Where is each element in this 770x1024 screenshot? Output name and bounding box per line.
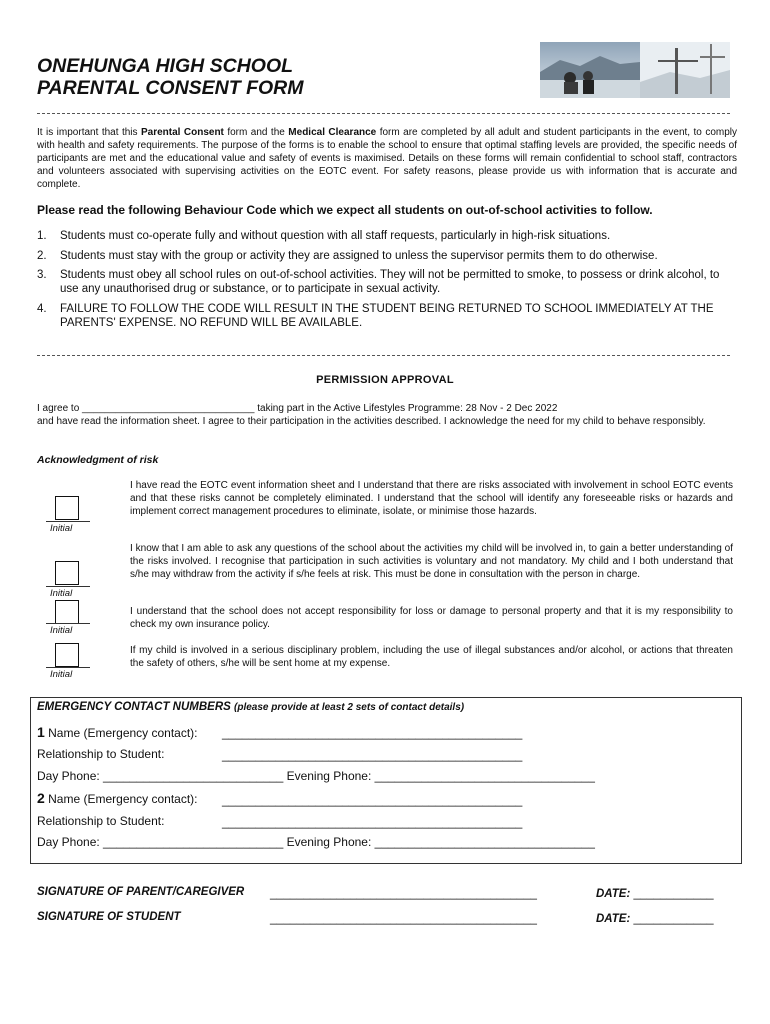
- behaviour-rules-list: [37, 229, 737, 335]
- page-title: [37, 55, 304, 99]
- risk-statement-4: If my child is involved in a serious disciplinary problem, including the use of illegal substances and/or alcohol, or actions that threaten the safety of others, s/he will be sent home at my expense.: [130, 645, 733, 669]
- date-label: DATE:: [596, 888, 634, 900]
- contact2-phone-row: [37, 835, 595, 849]
- emergency-subtitle: (please provide at least 2 sets of contact details): [234, 702, 465, 713]
- contact2-name-label: [37, 790, 198, 806]
- rule-item: [37, 268, 737, 296]
- rule-item: [37, 229, 737, 243]
- rule-item: [37, 302, 737, 330]
- student-signature-label: SIGNATURE OF STUDENT: [37, 911, 181, 923]
- contact2-day-phone-field[interactable]: ___________________________: [103, 835, 284, 849]
- rule-number: 1.: [37, 230, 47, 242]
- intro-text: form are completed by all adult and student participants in the event, to comply with health and safety requirements. The purpose of the forms is to enable the school to ensure that optimal staffing levels are provided, the specific needs of participants are met and the educational value and safety of events is maximised. Details on these forms will remain confidential to school staff, contractors and volunteers associated with supervising activities on the EOTC event. For safety reasons, please provide us with information that is accurate and complete.: [37, 127, 737, 190]
- initial-checkbox-4[interactable]: [55, 643, 79, 667]
- initial-line: [46, 623, 90, 624]
- initial-checkbox-3[interactable]: [55, 600, 79, 624]
- date-label: DATE:: [596, 913, 634, 925]
- initial-checkbox-2[interactable]: [55, 561, 79, 585]
- agree-mid: taking part in the: [254, 403, 334, 414]
- emergency-title: EMERGENCY CONTACT NUMBERS: [37, 701, 231, 713]
- rule-number: 3.: [37, 269, 47, 281]
- initial-label: Initial: [50, 588, 73, 599]
- student-name-field[interactable]: _______________________________: [82, 403, 255, 414]
- rule-number: 4.: [37, 302, 47, 315]
- contact2-relationship-label: Relationship to Student:: [37, 814, 165, 828]
- initial-label: Initial: [50, 669, 73, 680]
- initial-line: [46, 521, 90, 522]
- day-phone-label: Day Phone:: [37, 769, 104, 783]
- permission-heading: PERMISSION APPROVAL: [316, 374, 454, 386]
- agreement-text: [37, 402, 737, 428]
- rule-number: 2.: [37, 249, 47, 262]
- rule-text: Students must co-operate fully and without question with all staff requests, particularly in high-risk situations.: [60, 230, 611, 242]
- initial-label: Initial: [50, 625, 73, 636]
- evening-phone-label: Evening Phone:: [283, 769, 375, 783]
- contact-number: 1: [37, 724, 45, 740]
- contact1-relationship-field[interactable]: _____________________________________________: [222, 748, 523, 762]
- intro-text: form and the: [223, 127, 289, 138]
- parent-signature-label: SIGNATURE OF PARENT/CAREGIVER: [37, 886, 245, 898]
- contact1-relationship-label: Relationship to Student:: [37, 747, 165, 761]
- parental-consent-term: Parental Consent: [140, 127, 224, 138]
- parent-date-row: [596, 886, 714, 900]
- risk-statement-3: I understand that the school does not accept responsibility for loss or damage to personal property and that it is my responsibility to check my own insurance policy.: [130, 606, 733, 630]
- contact2-name-field[interactable]: _____________________________________________: [222, 793, 523, 807]
- initial-checkbox-1[interactable]: [55, 496, 79, 520]
- contact1-name-label: [37, 724, 198, 740]
- intro-text: It is important that this: [37, 127, 141, 138]
- initial-line: [46, 586, 90, 587]
- agree-prefix: I agree to: [37, 403, 83, 414]
- student-signature-field[interactable]: ________________________________________: [270, 911, 537, 925]
- parent-signature-field[interactable]: ________________________________________: [270, 886, 537, 900]
- contact1-evening-phone-field[interactable]: _________________________________: [374, 769, 595, 783]
- initial-line: [46, 667, 90, 668]
- school-name: ONEHUNGA HIGH SCHOOL: [37, 55, 294, 77]
- acknowledgment-heading: Acknowledgment of risk: [37, 454, 159, 466]
- contact1-day-phone-field[interactable]: ___________________________: [103, 769, 284, 783]
- student-date-row: [596, 911, 714, 925]
- contact-number: 2: [37, 790, 45, 806]
- initial-label: Initial: [50, 523, 73, 534]
- risk-statement-2: I know that I am able to ask any questions of the school about the activities my child will be involved in, to gain a better understanding of the risks involved. I recognise that participation in such activities is voluntary and not mandatory. My child and I both understand that s/he may withdraw from the activity if s/he feels at risk. This must be done in consultation with the person in charge.: [130, 543, 733, 580]
- parent-date-field[interactable]: ____________: [633, 886, 714, 900]
- student-date-field[interactable]: ____________: [633, 911, 714, 925]
- day-phone-label: Day Phone:: [37, 835, 104, 849]
- rule-item: [37, 249, 737, 263]
- header-photo: [540, 42, 730, 98]
- title-divider: [37, 113, 730, 114]
- name-label: Name (Emergency contact):: [44, 792, 198, 806]
- evening-phone-label: Evening Phone:: [283, 835, 375, 849]
- programme-name: Active Lifestyles Programme: 28 Nov - 2 Dec 2022: [333, 403, 558, 414]
- medical-clearance-term: Medical Clearance: [288, 127, 377, 138]
- rule-text: Students must stay with the group or activity they are assigned to unless the supervisor permits them to do otherwise.: [60, 249, 658, 262]
- contact1-name-field[interactable]: _____________________________________________: [222, 726, 523, 740]
- contact1-phone-row: [37, 769, 595, 783]
- name-label: Name (Emergency contact):: [44, 726, 198, 740]
- form-name: PARENTAL CONSENT FORM: [37, 77, 304, 99]
- behaviour-code-heading: Please read the following Behaviour Code which we expect all students on out-of-school activities to follow.: [37, 203, 653, 217]
- contact2-evening-phone-field[interactable]: _________________________________: [374, 835, 595, 849]
- intro-paragraph: [37, 126, 737, 191]
- risk-statement-1: I have read the EOTC event information sheet and I understand that there are risks associated with involvement in school EOTC events and that these risks cannot be completely eliminated. I understand that the school will identify any foreseeable risks or hazards and implement correct management procedures to eliminate, isolate, or minimise those hazards.: [130, 480, 733, 517]
- emergency-heading: [37, 701, 464, 713]
- section-divider: [37, 355, 730, 356]
- rule-text: Students must obey all school rules on out-of-school activities. They will not be permitted to smoke, to possess or drink alcohol, to use any unauthorised drug or substance, or to participate in sexual activity.: [60, 269, 720, 295]
- rule-text: FAILURE TO FOLLOW THE CODE WILL RESULT IN THE STUDENT BEING RETURNED TO SCHOOL IMMEDIATELY AT THE PARENTS' EXPENSE. NO REFUND WILL BE AVAILABLE.: [60, 302, 714, 329]
- agree-rest: and have read the information sheet. I agree to their participation in the activities described. I acknowledge the need for my child to behave responsibly.: [37, 416, 706, 427]
- contact2-relationship-field[interactable]: _____________________________________________: [222, 815, 523, 829]
